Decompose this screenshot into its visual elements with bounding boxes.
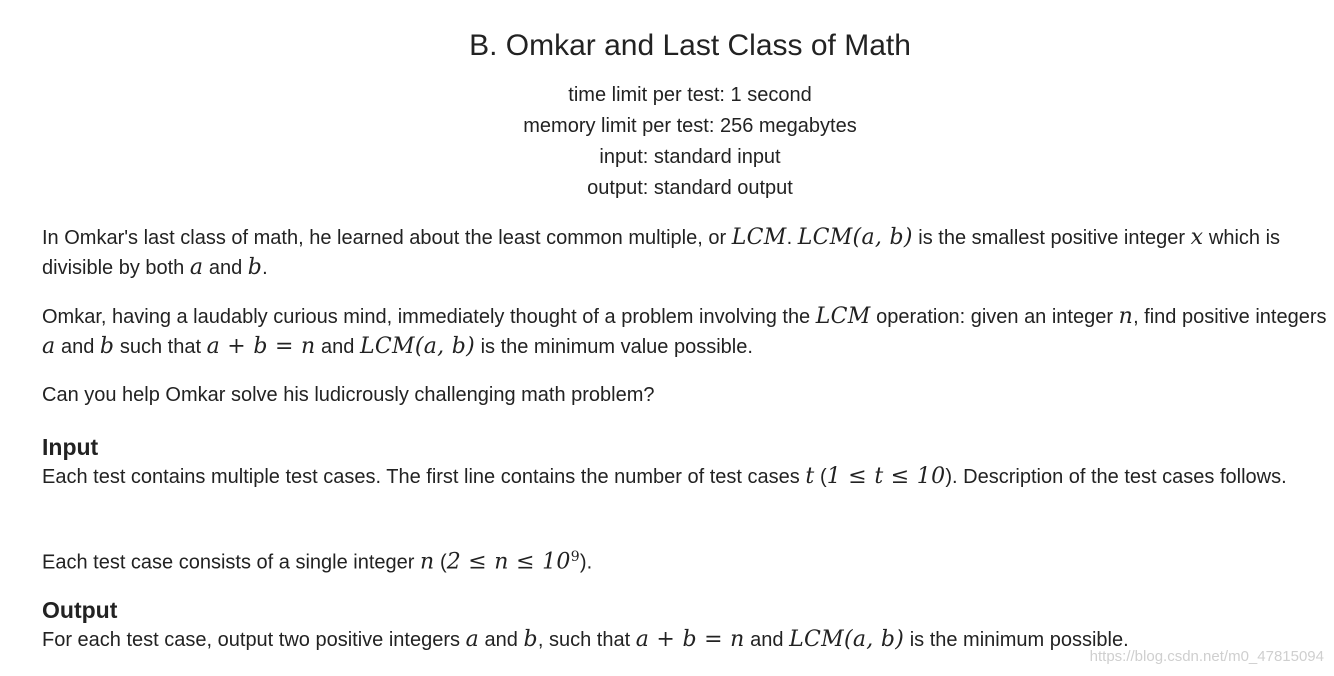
input-spec: input: standard input [599, 146, 781, 168]
math: b [99, 334, 115, 359]
exponent: 9 [570, 549, 580, 565]
statement-paragraph-3: Can you help Omkar solve his ludicrously challenging math problem? [42, 384, 655, 406]
text: , such that [537, 629, 636, 651]
math: x [1190, 225, 1204, 250]
problem-limits [0, 80, 1334, 204]
text: and [315, 336, 360, 358]
math: LCM(a, b) [359, 334, 476, 359]
math: a [465, 627, 479, 652]
math: a [42, 334, 56, 359]
statement-paragraph-2 [42, 302, 1332, 362]
text: Each test contains multiple test cases. The first line contains the number of test cases [42, 466, 806, 488]
text: ( [814, 466, 827, 488]
math: LCM [815, 304, 871, 329]
text: operation: given an integer [870, 306, 1119, 328]
math: 2 ≤ n ≤ 10 [446, 549, 571, 575]
text: and [55, 336, 100, 358]
math: t [805, 464, 815, 489]
math: 1 ≤ t ≤ 10 [826, 464, 946, 489]
output-spec: output: standard output [587, 177, 793, 199]
math: a + b = n [635, 627, 745, 652]
math: LCM(a, b) [797, 225, 913, 250]
text: In Omkar's last class of math, he learned about the least common multiple, or [42, 227, 732, 249]
math: LCM(a, b) [789, 627, 905, 652]
text: Omkar, having a laudably curious mind, immediately thought of a problem involving the [42, 306, 816, 328]
time-limit: time limit per test: 1 second [568, 84, 812, 106]
output-heading: Output [42, 597, 118, 623]
text: Each test case consists of a single integer [42, 551, 420, 574]
problem-title: B. Omkar and Last Class of Math [469, 29, 911, 62]
text: ( [434, 551, 447, 574]
math: a [189, 255, 204, 280]
memory-limit: memory limit per test: 256 megabytes [523, 115, 857, 137]
text: is the smallest positive integer [912, 227, 1191, 249]
input-heading: Input [42, 434, 99, 460]
text: . [262, 257, 268, 279]
math: a + b = n [206, 334, 316, 359]
text: is the minimum possible. [904, 629, 1129, 651]
text: such that [114, 336, 207, 358]
text: and [203, 257, 248, 279]
text: ). Description of the test cases follows. [945, 466, 1287, 488]
math: n [1118, 304, 1134, 329]
math: n [419, 549, 435, 575]
text: For each test case, output two positive integers [42, 629, 466, 651]
input-paragraph-1 [42, 462, 1332, 492]
text: and [478, 629, 524, 651]
math: b [523, 627, 538, 652]
math: b [247, 255, 263, 280]
text: ). [579, 551, 593, 574]
text: , find positive integers [1133, 306, 1327, 328]
watermark: https://blog.csdn.net/m0_47815094 [1089, 648, 1324, 665]
text: is the minimum value possible. [475, 336, 753, 358]
input-paragraph-2 [42, 543, 1332, 578]
text: . [786, 227, 798, 249]
statement-paragraph-1 [42, 223, 1332, 283]
text: which is divisible by both [42, 227, 1281, 279]
text: and [744, 629, 790, 651]
math: LCM [731, 225, 787, 250]
